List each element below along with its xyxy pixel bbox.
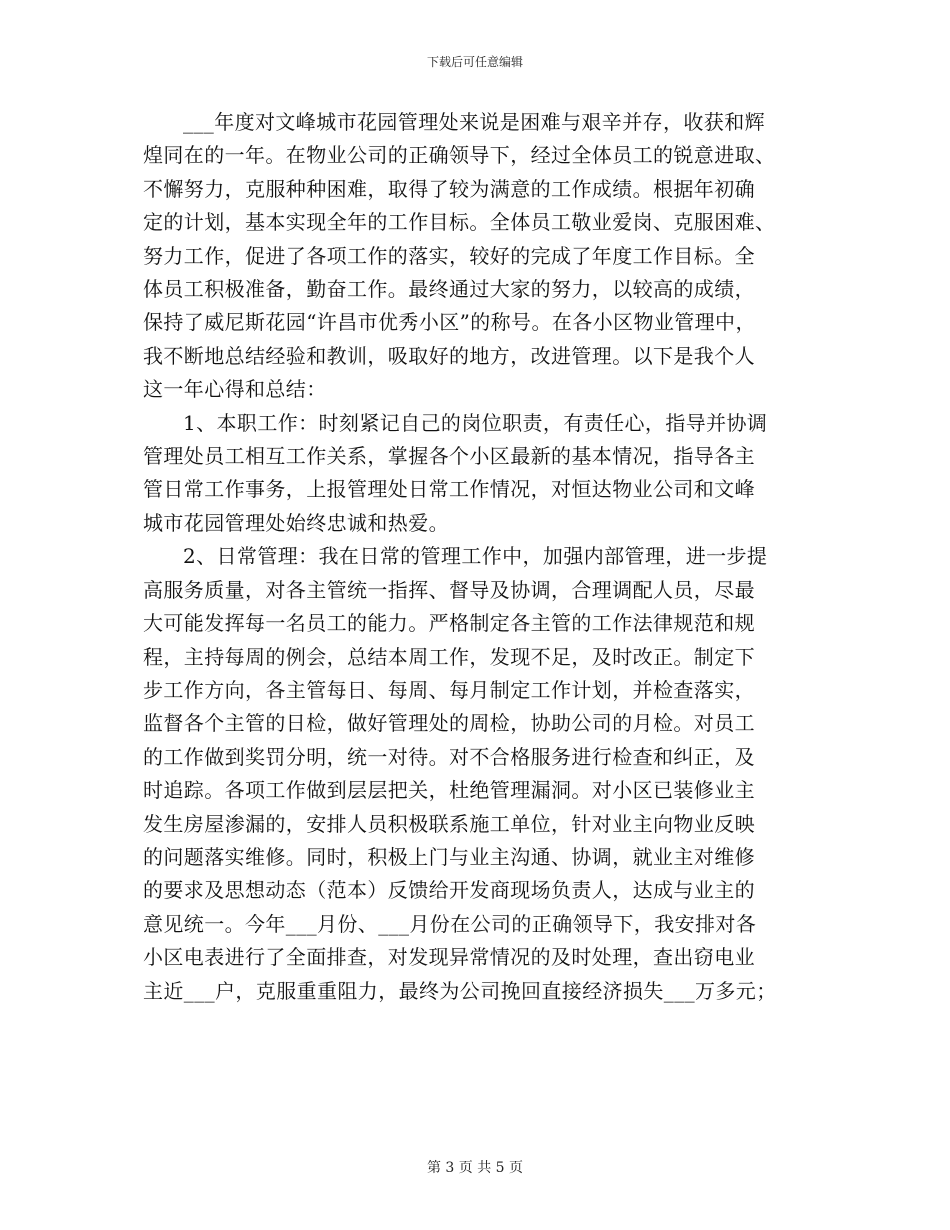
text-line: 的工作做到奖罚分明，统一对待。对不合格服务进行检查和纠正，及 — [143, 744, 755, 769]
text-line: 定的计划，基本实现全年的工作目标。全体员工敬业爱岗、克服困难、 — [143, 210, 776, 235]
text-line: 高服务质量，对各主管统一指挥、督导及协调，合理调配人员，尽最 — [143, 577, 755, 602]
text-line: 意见统一。今年___月份、___月份在公司的正确领导下，我安排对各 — [143, 911, 757, 936]
text-line: 程，主持每周的例会，总结本周工作，发现不足，及时改正。制定下 — [143, 644, 755, 669]
text-line: 不懈努力，克服种种困难，取得了较为满意的工作成绩。根据年初确 — [143, 176, 755, 201]
text-line: 努力工作，促进了各项工作的落实，较好的完成了年度工作目标。全 — [143, 243, 755, 268]
page-footer: 第 3 页 共 5 页 — [426, 1160, 524, 1176]
text-line: 发生房屋渗漏的，安排人员积极联系施工单位，针对业主向物业反映 — [143, 811, 755, 836]
text-line: 主近___户，克服重重阻力，最终为公司挽回直接经济损失___万多元； — [143, 978, 777, 1003]
text-line: 我不断地总结经验和教训，吸取好的地方，改进管理。以下是我个人 — [143, 343, 755, 368]
text-line: 管日常工作事务，上报管理处日常工作情况，对恒达物业公司和文峰 — [143, 477, 755, 502]
page-header: 下载后可任意编辑 — [426, 55, 523, 69]
text-line: 时追踪。各项工作做到层层把关，杜绝管理漏洞。对小区已装修业主 — [143, 778, 755, 803]
text-line: 城市花园管理处始终忠诚和热爱。 — [143, 510, 449, 535]
paragraph-first-line: 2、日常管理：我在日常的管理工作中，加强内部管理，进一步提 — [183, 544, 768, 569]
document-body — [143, 106, 803, 1008]
text-line: 煌同在的一年。在物业公司的正确领导下，经过全体员工的锐意进取、 — [143, 143, 776, 168]
text-line: 保持了威尼斯花园“许昌市优秀小区”的称号。在各小区物业管理中， — [143, 310, 756, 335]
text-line: 步工作方向，各主管每日、每周、每月制定工作计划，并检查落实， — [143, 677, 755, 702]
paragraph-first-line: ___年度对文峰城市花园管理处来说是困难与艰辛并存，收获和辉 — [183, 110, 765, 134]
text-line: 大可能发挥每一名员工的能力。严格制定各主管的工作法律规范和规 — [143, 611, 755, 636]
text-line: 小区电表进行了全面排查，对发现异常情况的及时处理，查出窃电业 — [143, 945, 755, 970]
text-line: 体员工积极准备，勤奋工作。最终通过大家的努力，以较高的成绩， — [143, 277, 755, 302]
text-line: 监督各个主管的日检，做好管理处的周检，协助公司的月检。对员工 — [143, 711, 755, 736]
paragraph-first-line: 1、本职工作：时刻紧记自己的岗位职责，有责任心，指导并协调 — [183, 410, 768, 435]
text-line: 这一年心得和总结： — [143, 377, 327, 402]
text-line: 的要求及思想动态（范本）反馈给开发商现场负责人，达成与业主的 — [143, 878, 755, 903]
text-line: 的问题落实维修。同时，积极上门与业主沟通、协调，就业主对维修 — [143, 844, 755, 869]
text-line: 管理处员工相互工作关系，掌握各个小区最新的基本情况，指导各主 — [143, 444, 755, 469]
